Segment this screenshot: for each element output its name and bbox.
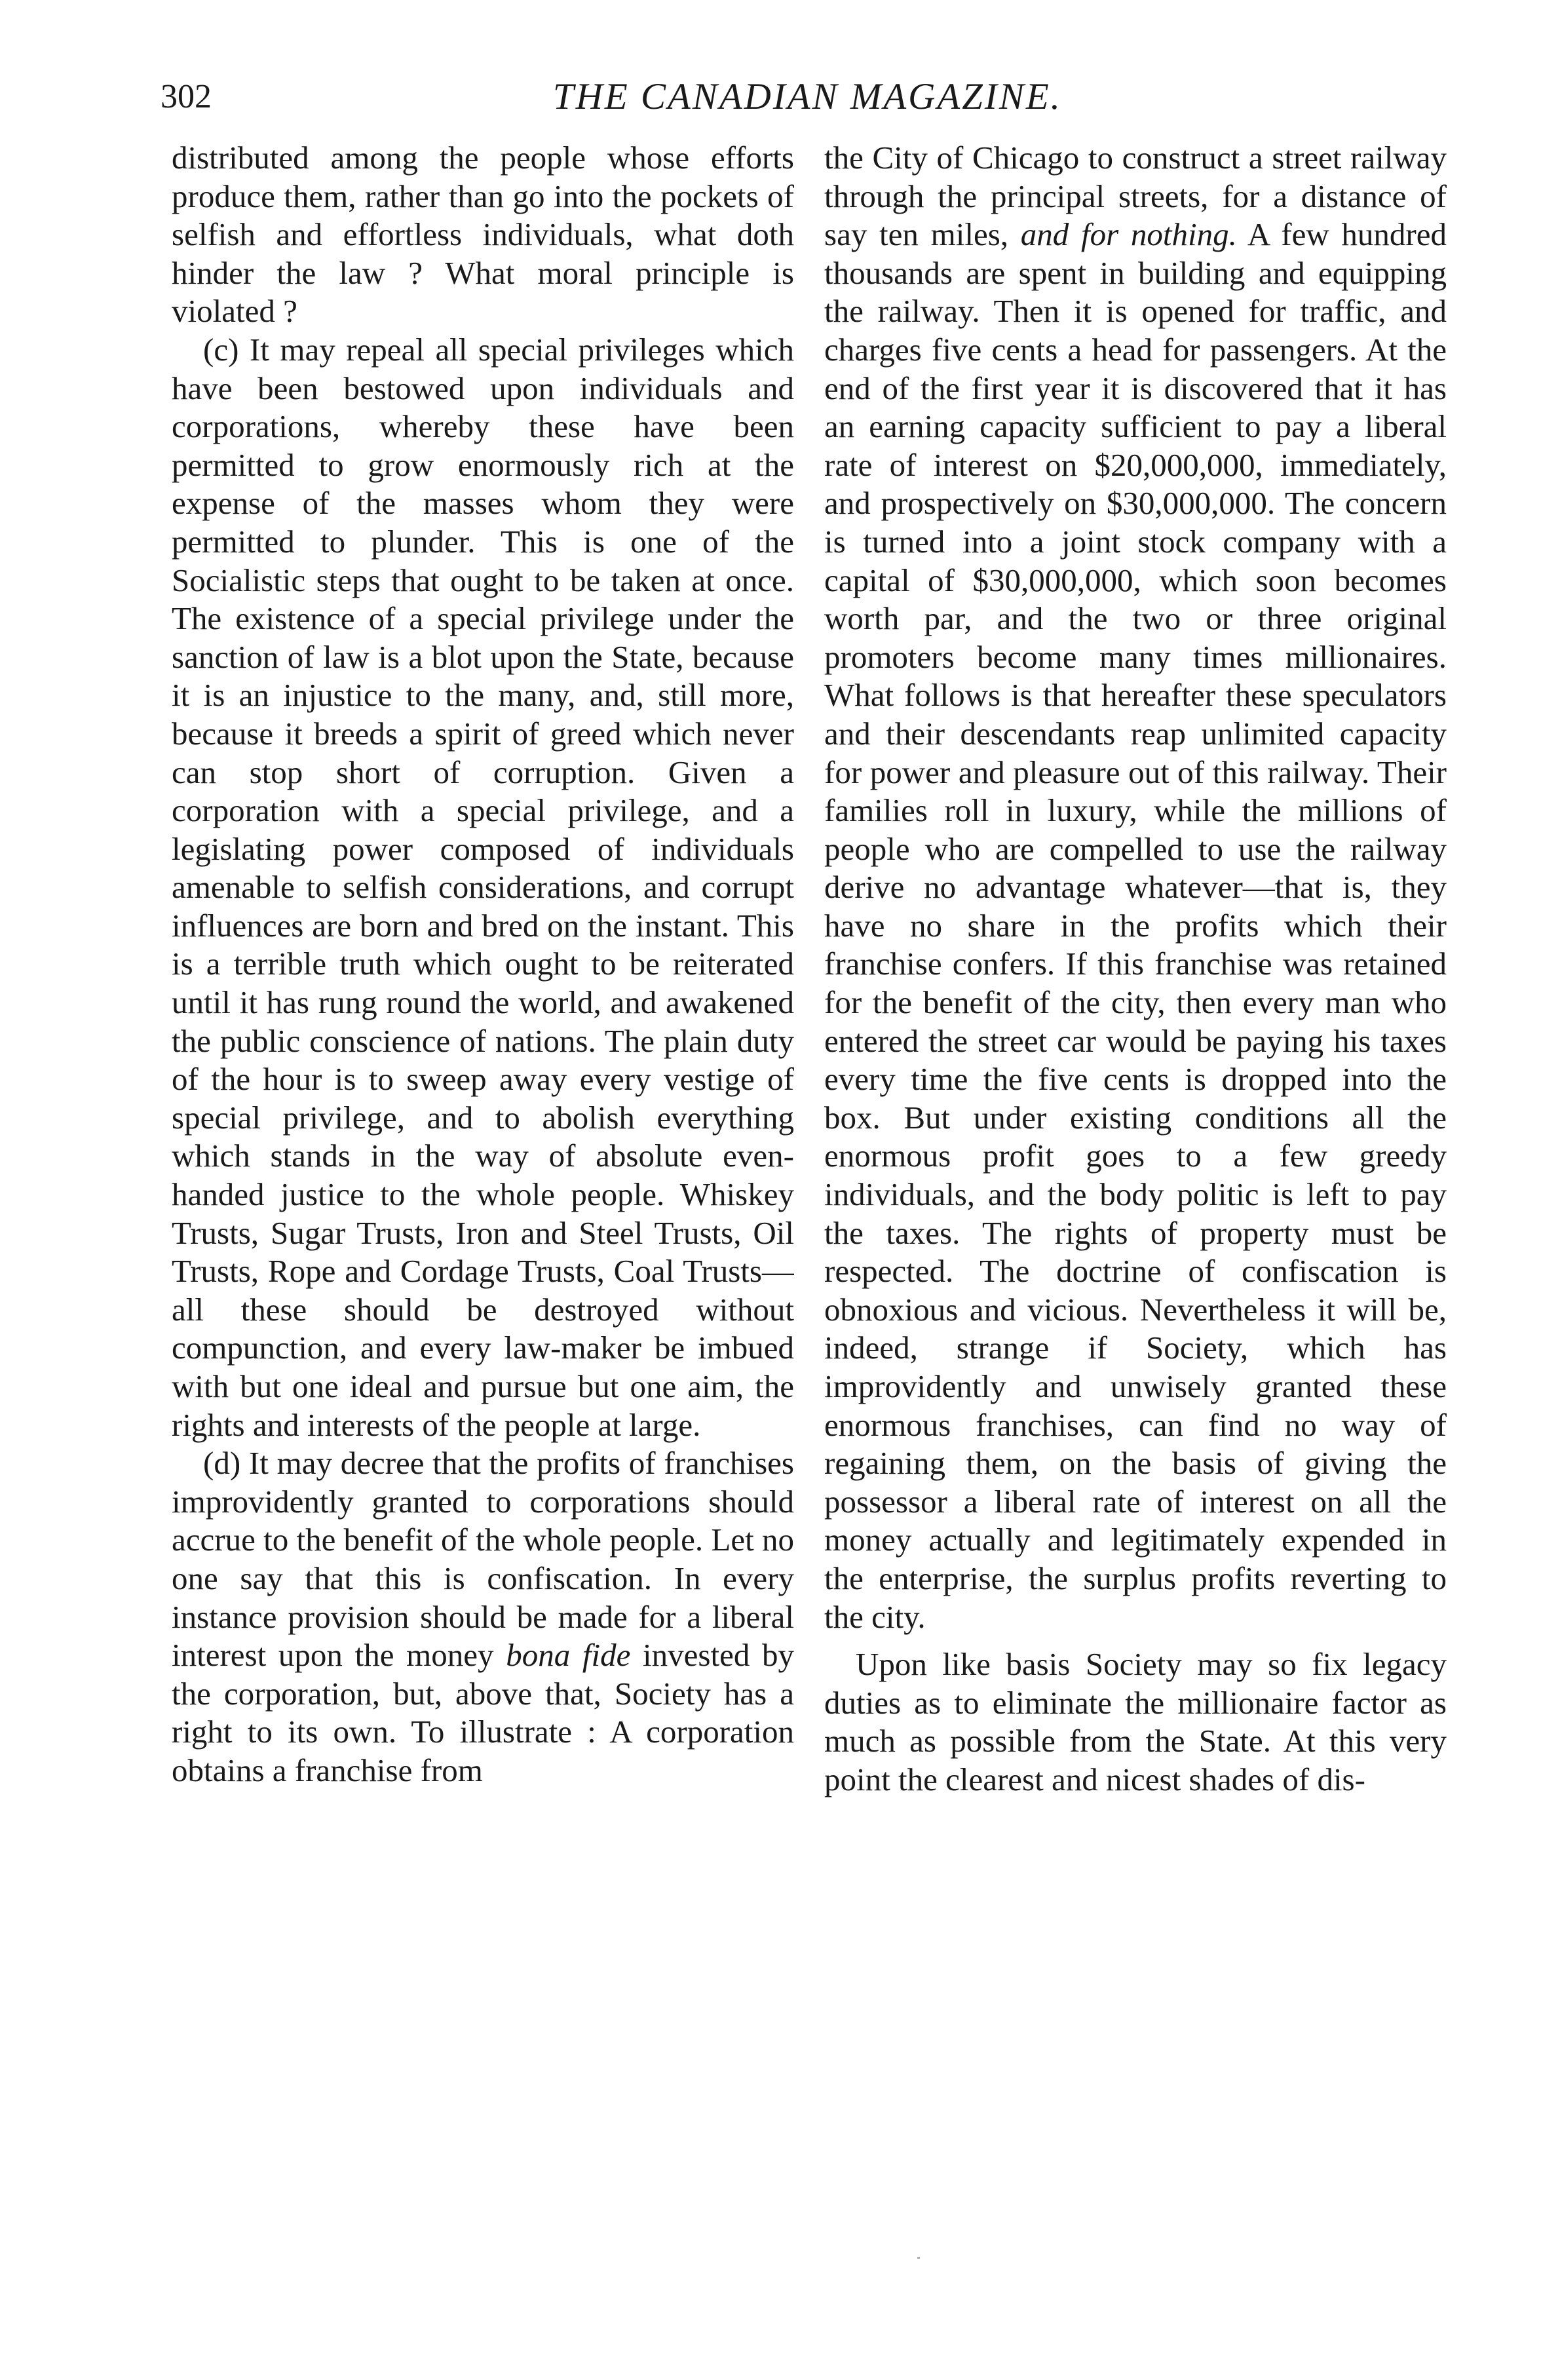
left-paragraph-d	[172, 1444, 794, 1790]
clause-c-text: It may repeal all special privileges which have been bestowed upon individuals and corporations, whereby these have been permitted to grow enormously rich at the expense of the masses whom they were permitted to plunder. This is one of the Socialistic steps that ought to be taken at once. The existence of a special privilege under the sanction of law is a blot upon the State, because it is an injustice to the many, and, still more, because it breeds a spirit of greed which never can stop short of corruption. Given a corporation with a special privilege, and a legislating power composed of individuals amenable to selfish considerations, and corrupt influences are born and bred on the instant. This is a terrible truth which ought to be reiterated until it has rung round the world, and awakened the public conscience of nations. The plain duty of the hour is to sweep away every vestige of special privilege, and to abolish everything which stands in the way of absolute even-handed justice to the whole people. Whiskey Trusts, Sugar Trusts, Iron and Steel Trusts, Oil Trusts, Rope and Cordage Trusts, Coal Trusts—all these should be destroyed without compunction, and every law-maker be imbued with but one ideal and pursue but one aim, the rights and interests of the people at large.	[172, 331, 794, 1443]
left-column	[172, 139, 794, 2242]
clause-d-text-b: invested by the corporation, but, above that, Society has a right to its own. To illustrate : A corporation obtains a franchise from	[172, 1637, 794, 1788]
left-paragraph-1: distributed among the people whose efforts produce them, rather than go into the pockets of selfish and effortless individuals, what doth hinder the law ? What moral principle is violated ?	[172, 140, 794, 330]
page-header	[161, 71, 1455, 123]
page-number: 302	[161, 78, 212, 115]
right-p1-text-b: A few hundred thousands are spent in building and equipping the railway. Then it is opened for traffic, and charges five cents a head for passengers. At the end of the first year it is discovered that it has an earning capacity sufficient to pay a liberal rate of interest on $20,000,000, immediately, and prospectively on $30,000,000. The concern is turned into a joint stock company with a capital of $30,000,000, which soon becomes worth par, and the two or three original promoters become many times millionaires. What follows is that hereafter these speculators and their descendants reap unlimited capacity for power and pleasure out of this railway. Their families roll in luxury, while the millions of people who are compelled to use the railway derive no advantage whatever—that is, they have no share in the profits which their franchise confers. If this franchise was retained for the benefit of the city, then every man who entered the street car would be paying his taxes every time the five cents is dropped into the box. But under existing conditions all the enormous profit goes to a few greedy individuals, and the body politic is left to pay the taxes. The rights of property must be respected. The doctrine of confiscation is obnoxious and vicious. Nevertheless it will be, indeed, strange if Society, which has improvidently and unwisely granted these enormous franchises, can find no way of regaining them, on the basis of giving the possessor a liberal rate of interest on all the money actually and legitimately expended in the enterprise, the surplus profits reverting to the city.	[824, 216, 1447, 1635]
right-paragraph-1	[824, 139, 1447, 1636]
clause-d-text-a: It may decree that the profits of franchises improvidently granted to corporations should accrue to the benefit of the whole people. Let no one say that this is confiscation. In every instance provision should be made for a liberal interest upon the money	[172, 1445, 794, 1674]
clause-label-c: (c)	[203, 331, 239, 368]
left-paragraph-c	[172, 331, 794, 1444]
clause-d-italic: bona fide	[506, 1637, 631, 1674]
right-p1-italic: and for nothing.	[1020, 216, 1237, 253]
print-speck	[917, 2257, 920, 2259]
right-paragraph-2: Upon like basis Society may so fix legacy duties as to eliminate the millionaire factor as much as possible from the State. At this very point the clearest and nicest shades of dis-	[824, 1646, 1447, 1797]
clause-label-d: (d)	[203, 1445, 241, 1482]
right-column	[824, 139, 1447, 2242]
running-title: THE CANADIAN MAGAZINE.	[553, 76, 1062, 117]
right-p1-text-a: the City of Chicago to construct a street railway through the principal streets, for a distance of say ten miles,	[824, 140, 1447, 253]
